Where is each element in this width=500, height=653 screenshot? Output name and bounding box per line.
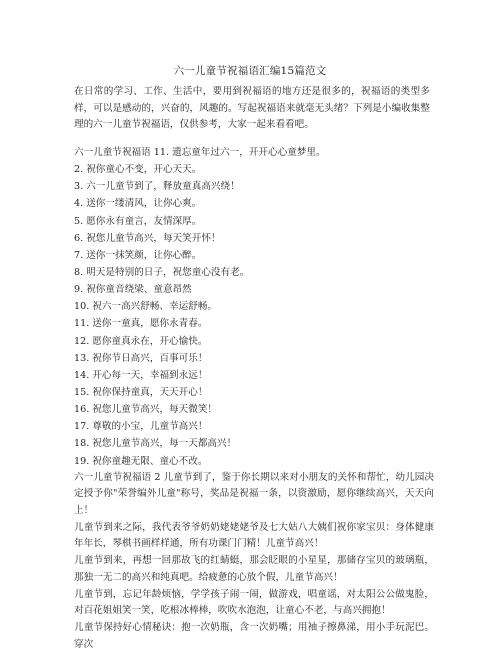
list-item: 14. 开心每一天，幸福到永远！: [74, 369, 208, 381]
list-item: 18. 祝您儿童节高兴，每一天都高兴！: [74, 438, 237, 450]
list-item: 13. 祝你节日高兴，百事可乐！: [74, 352, 208, 364]
list-item: 10. 祝六一高兴舒畅、幸运舒畅。: [74, 301, 218, 313]
paragraph-6: 儿童节保持好心情秘诀：抱一次奶瓶，含一次奶嘴；用袖子擦鼻涕，用小手玩泥巴。穿次: [74, 622, 434, 650]
list-item: 16. 祝您儿童节高兴，每天微笑！: [74, 404, 218, 416]
intro-section: [74, 84, 430, 134]
list-item: 15. 祝你保持童真，天天开心！: [74, 386, 208, 398]
list-item: 4. 送你一缕清风，让你心爽。: [74, 198, 202, 210]
list-item: 6. 祝您儿童节高兴，每天笑开怀！: [74, 232, 221, 244]
list-item: 11. 送你一童真，愿你永青春。: [74, 318, 208, 330]
section-heading: 六一儿童节祝福语 11. 遗忘童年过六一，开开心心童梦里。: [74, 147, 326, 158]
document-title: 六一儿童节祝福语汇编15篇范文: [173, 65, 327, 77]
list-item: 9. 祝你童音绕梁、童意昂然: [74, 284, 192, 296]
paragraph-3: 儿童节到来之际，我代表爷爷奶奶姥姥姥爷及七大姑八大姨们祝你家宝贝：身体健康年年长，琴棋书画样样通，所有功课门门精！儿童节高兴！: [74, 521, 434, 550]
list-item: 2. 祝你童心不变，开心天天。: [74, 164, 202, 176]
document-body: [74, 144, 434, 653]
list-item: 12. 愿你童真永在，开心愉快。: [74, 335, 208, 347]
intro-paragraph: 在日常的学习、工作、生活中，要用到祝福语的地方还是很多的，祝福语的类型多样，可以是感动的，兴奋的，风趣的。写起祝福语来就毫无头绪？下列是小编收集整理的六一儿童节祝福语，仅供参考，大家一起来看看吧。: [74, 86, 430, 131]
paragraph-5: 儿童节到，忘记年龄烦恼，学学孩子闹一闹，做游戏，唱童谣，对太阳公公做鬼脸，对百花姐姐笑一笑，吃根冰棒棒，吹吹水泡泡，让童心不老，与高兴拥抱！: [74, 588, 434, 617]
paragraph-2: 六一儿童节祝福语 2 儿童节到了，鉴于你长期以来对小朋友的关怀和帮忙，幼儿园决定授予你"荣誉编外儿童"称号，奖品是祝福一条，以资激励，愿你继续高兴，天天向上！: [74, 471, 434, 517]
list-item: 3. 六一儿童节到了，释放童真高兴绕！: [74, 181, 240, 193]
list-item: 7. 送你一抹笑颜，让你心醉。: [74, 249, 202, 261]
list-item: 8. 明天是特别的日子，祝您童心没有老。: [74, 266, 250, 278]
list-item: 17. 尊敬的小宝，儿童节高兴！: [74, 421, 208, 433]
paragraph-4: 儿童节到来，再想一回那故飞的红蜻蜓，那会眨眼的小星星，那储存宝贝的玻璃瓶，那独一无二的高兴和纯真吧。给疲惫的心放个假，儿童节高兴！: [74, 555, 434, 583]
list-item: 5. 愿你永有童言，友情深厚。: [74, 215, 202, 227]
list-item: 19. 祝你童趣无限、童心不改。: [74, 455, 208, 467]
